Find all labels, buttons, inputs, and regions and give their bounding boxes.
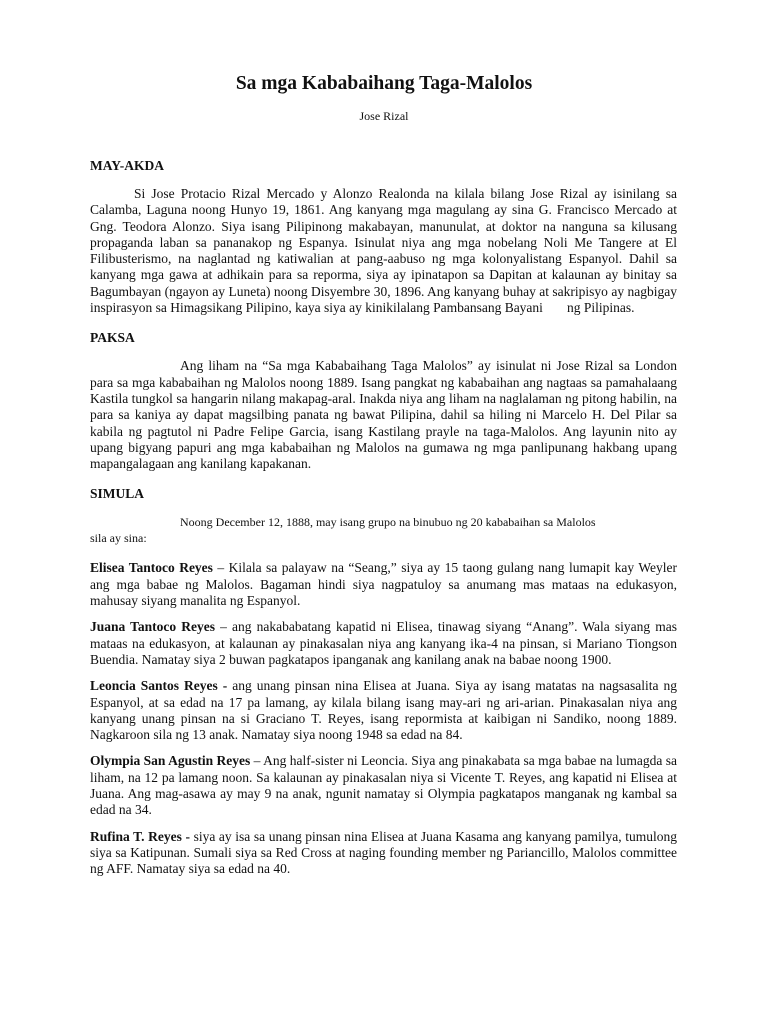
person-name: Olympia San Agustin Reyes xyxy=(90,753,251,769)
author-line: Jose Rizal xyxy=(359,109,409,123)
person-text: ang nakababatang kapatid ni Elisea, tinawag siyang “Anang”. Wala siyang mas mataas na edukasyon, at kalaunan ay pinakasalan niya ang kanyang ika-4 na pinsan, si Mariano Tiongson Buendia. Namatay siya 2 buwan pagkatapos ipanganak ang kanilang anak na babae noong 1900. xyxy=(90,619,677,667)
person-name: Juana Tantoco Reyes xyxy=(90,619,216,635)
person-sep: – xyxy=(212,560,229,576)
mayakda-paragraph xyxy=(90,186,677,316)
mayakda-text: Si Jose Protacio Rizal Mercado y Alonzo Realonda na kilala bilang Jose Rizal ay isinilang sa Calamba, Laguna noong Hunyo 19, 1861. Ang kanyang mga magulang ay sina G. Francisco Mercado at Gng. Teodora Alonzo. Siya isang Pilipinong makabayan, manunulat, at doktor na nanguna sa kilusang propaganda laban sa pananakop ng Espanya. Isinulat niya ang mga nobelang Noli Me Tangere at El Filibusterismo, na naglantad ng katiwalian at pang-aabuso ng mga kolonyalistang Espanyol. Dahil sa kanyang mga gawa at adhikain para sa reporma, siya ay ipinatapon sa Dapitan at kalaunan ay binitay sa Bagumbayan (ngayon ay Luneta) noong Disyembre 30, 1896. Ang kanyang buhay at sakripisyo ay nagbigay inspirasyon sa Himagsikang Pilipino, kaya siya ay kinikilalang Pambansang Bayani xyxy=(90,186,677,316)
person-name: Elisea Tantoco Reyes xyxy=(90,560,213,576)
document-title: Sa mga Kababaihang Taga-Malolos xyxy=(235,73,533,94)
person-entry xyxy=(90,619,677,668)
person-entry xyxy=(90,829,677,878)
person-sep: – xyxy=(215,619,233,635)
simula-intro: Noong December 12, 1888, may isang grupo na binubuo ng 20 kababaihan sa Malolos xyxy=(180,515,596,530)
person-entry xyxy=(90,678,677,743)
document-body xyxy=(90,158,677,888)
person-name: Leoncia Santos Reyes - xyxy=(90,678,228,694)
person-name: Rufina T. Reyes - xyxy=(90,828,190,844)
person-entry xyxy=(90,560,677,609)
section-heading-paksa: PAKSA xyxy=(90,330,135,346)
person-entry xyxy=(90,753,677,818)
section-heading-simula: SIMULA xyxy=(90,486,145,502)
person-text: siya ay isa sa unang pinsan nina Elisea at Juana Kasama ang kanyang pamilya, tumulong siya sa Katipunan. Sumali siya sa Red Cross at naging founding member ng Pariancillo, Malolos committee ng AFF. Namatay siya sa edad na 40. xyxy=(90,828,678,877)
paksa-paragraph: Ang liham na “Sa mga Kababaihang Taga Malolos” ay isinulat ni Jose Rizal sa London para sa mga kababaihan ng Malolos noong 1889. Isang pangkat ng kababaihan ang nagtaas sa pamahalaang Kastila tungkol sa hangarin nilang makapag-aral. Inakda niya ang liham na naglalaman ng pitong habilin, na para sa kaniya ay dapat magsilbing panata ng bawat Pilipina, dahil sa hiling ni Marcelo H. Del Pilar sa kabila ng pagtutol ni Padre Felipe Garcia, isang Kastilang prayle na taga-Malolos. Ang layunin nito ay upang bigyang papuri ang mga kababaihan ng Malolos na gumawa ng mga panlipunang hakbang upang mapangalagaan ang kanilang kapakanan. xyxy=(90,358,677,472)
simula-intro-cont: sila ay sina: xyxy=(90,531,147,546)
person-text: Ang half-sister ni Leoncia. Siya ang pinakabata sa mga babae na lumagda sa liham, na 12 pa lamang noon. Sa kalaunan ay pinakasalan niya si Vicente T. Reyes, ang kapatid ni Elisea at Juana. Ang mag-asawa ay may 9 na anak, ngunit namatay si Olympia pagkatapos manganak ng kambal sa edad na 34. xyxy=(90,753,677,818)
mayakda-text-end: ng Pilipinas. xyxy=(566,300,635,316)
person-text: ang unang pinsan nina Elisea at Juana. Siya ay isang matatas na nagsasalita ng Espanyol, at sa edad na 17 pa lamang, ay kilala bilang isang may-ari ng ari-arian. Pinakasalan niya ang kanyang unang pinsan na si Graciano T. Reyes, isang repormista at kaibigan ni Sandiko, noong 1889. Nagkaroon sila ng 13 anak. Namatay siya noong 1948 sa edad na 84. xyxy=(90,678,677,743)
person-text: Kilala sa palayaw na “Seang,” siya ay 15 taong gulang nang lumapit kay Weyler ang mga babae ng Malolos. Bagaman hindi siya nagpatuloy sa anumang mas mataas na edukasyon, mahusay siyang manalita ng Espanyol. xyxy=(90,560,677,609)
person-sep: – xyxy=(250,753,264,769)
section-heading-mayakda: MAY-AKDA xyxy=(90,158,165,173)
